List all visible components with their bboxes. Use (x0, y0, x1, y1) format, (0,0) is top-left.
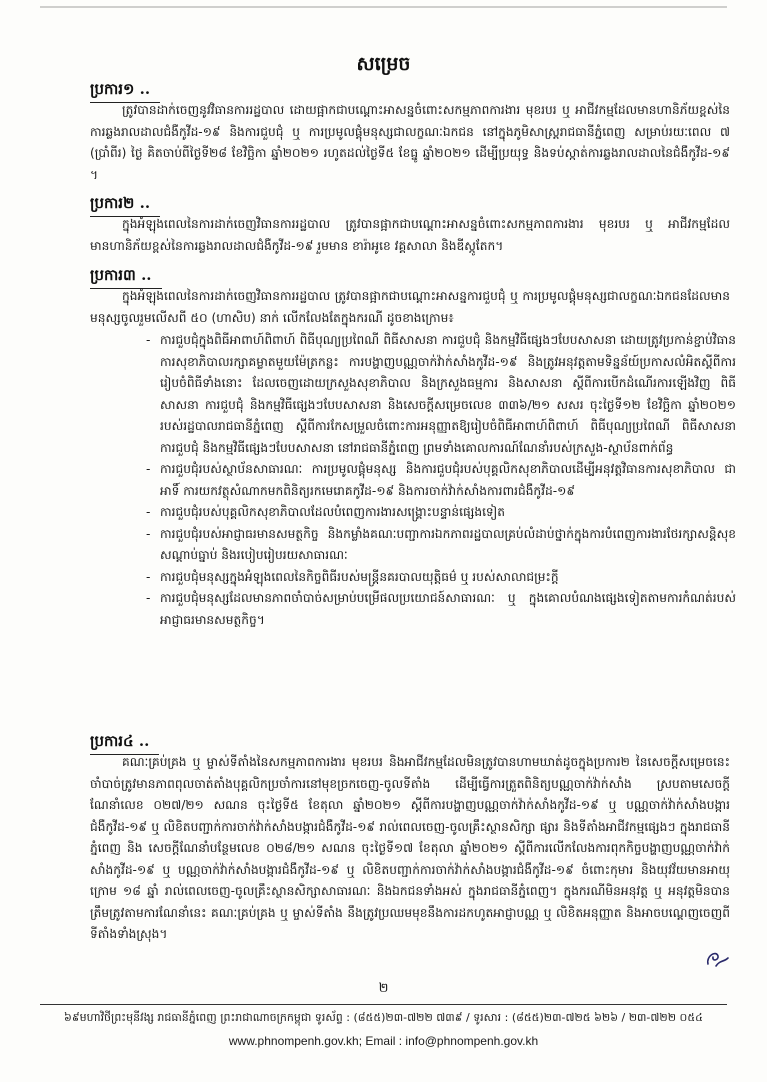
article-4-text: គណៈគ្រប់គ្រង ឬ ម្ចាស់ទីតាំងនៃសកម្មភាពការងារ មុខរបរ និងអាជីវកម្មដែលមិនត្រូវបានហាមឃាត់ដូចក្នុងប្រការ២ នៃសេចក្តីសម្រេចនេះ ចាំបាច់ត្រូវមានភាពពុលចាត់តាំងបុគ្គលិកប្រចាំការនៅមុខច្រកចេញ-ចូលទីតាំង ដើម្បីធ្វើការត្រួតពិនិត្យបណ្ណចាក់វ៉ាក់សាំង ស្របតាមសេចក្តីណែនាំលេខ ០២៧/២១ សណន ចុះថ្ងៃទី៥ ខែតុលា ឆ្នាំ២០២១ ស្តីពីការបង្ហាញបណ្ណចាក់វ៉ាក់សាំងកូវីដ-១៩ ឬ បណ្ណចាក់វ៉ាក់សាំងបង្ការជំងឺកូវីដ-១៩ ឬ លិខិតបញ្ជាក់ការចាក់វ៉ាក់សាំងបង្ការជំងឺកូវីដ-១៩ រាល់ពេលចេញ-ចូលគ្រឹះស្ថានសិក្សា ផ្សារ និងទីតាំងអាជីវកម្មផ្សេងៗ ក្នុងរាជធានីភ្នំពេញ និង សេចក្តីណែនាំបន្ថែមលេខ ០២៨/២១ សណន ចុះថ្ងៃទី១៧ ខែតុលា ឆ្នាំ២០២១ ស្តីពីការលើកលែងការពុកកិច្ចបង្ហាញបណ្ណចាក់វ៉ាក់សាំងកូវីដ-១៩ ឬ បណ្ណចាក់វ៉ាក់សាំងបង្ការជំងឺកូវីដ-១៩ ឬ លិខិតបញ្ជាក់ការចាក់វ៉ាក់សាំងបង្ការជំងឺកូវីដ-១៩ ចំពោះកុមារ និងយុវវ័យមានអាយុក្រោម ១៨ ឆ្នាំ រាល់ពេលចេញ-ចូលគ្រឹះស្ថានសិក្សាសាធារណៈ និងឯកជនទាំងអស់ ក្នុងរាជធានីភ្នំពេញ។ ក្នុងករណីមិនអនុវត្ត ឬ អនុវត្តមិនបានត្រឹមត្រូវតាមការណែនាំនេះ គណៈគ្រប់គ្រង ឬ ម្ចាស់ទីតាំង នឹងត្រូវប្រឈមមុខនឹងការដកហូតអាជ្ញាបណ្ណ ឬ លិខិតអនុញ្ញាត និងអាចបណ្តេញចេញពីទីតាំងទាំងស្រុង។ (90, 755, 730, 941)
list-item: - ការជួបជុំមនុស្សក្នុងអំឡុងពេលនៃកិច្ចពិធីរបស់មន្ត្រីនគរបាលយុត្តិធម៌ ឬ របស់សាលាជម្រះក្តី (146, 567, 736, 589)
initials-signature-icon (704, 948, 730, 970)
list-item: - ការជួបជុំរបស់អាជ្ញាធរមានសមត្ថកិច្ច និងកម្លាំងគណៈបញ្ជាការឯកភាពរដ្ឋបាលគ្រប់លំដាប់ថ្នាក់ក្នុងការបំពេញការងារថែរក្សាសន្តិសុខ សណ្តាប់ធ្នាប់ និងរបៀបរៀបរយសាធារណៈ (146, 524, 736, 567)
article-4-heading: ប្រការ៤ .. (90, 732, 149, 754)
list-item: - ការជួបជុំក្នុងពិធីអាពាហ៍ពិពាហ៍ ពិធីបុណ្យប្រពៃណី ពិធីសាសនា ការជួបជុំ និងកម្មវិធីផ្សេងៗបែបសាសនា ដោយត្រូវប្រកាន់ខ្ជាប់វិធានការសុខាភិបាលរក្សាគម្លាតមួយម៉ែត្រកន្លះ ការបង្ហាញបណ្ណចាក់វ៉ាក់សាំងកូវីដ-១៩ និងត្រូវអនុវត្តតាមទិន្នន័យ៍ប្រកាសលំអិតស្តីពីការរៀបចំពិធីទាំងនោះ ដែលចេញដោយក្រសួងសុខាភិបាល និងក្រសួងធម្មការ និងសាសនា ស្តីពីការបើកដំណើរការឡើងវិញ ពិធីសាសនា ការជួបជុំ និងកម្មវិធីផ្សេងៗបែបសាសនា និងសេចក្តីសម្រេចលេខ ៣៣៦/២១ សសរ ចុះថ្ងៃទី១២ ខែវិច្ឆិកា ឆ្នាំ២០២១ របស់រដ្ឋបាលរាជធានីភ្នំពេញ ស្តីពីការកែសម្រួលចំពោះការអនុញ្ញាតឱ្យរៀបចំពិធីអាពាហ៍ពិពាហ៍ ពិធីបុណ្យប្រពៃណី ពិធីសាសនា ការជួបជុំ និងកម្មវិធីផ្សេងៗបែបសាសនា នៅរាជធានីភ្នំពេញ ព្រមទាំងគោលការណ៍ណែនាំរបស់ក្រសួង-ស្ថាប័នពាក់ព័ន្ធ (146, 330, 736, 459)
list-item: - ការជួបជុំរបស់ស្ថាប័នសាធារណៈ ការប្រមូលផ្តុំមនុស្ស និងការជួបជុំរបស់បុគ្គលិកសុខាភិបាលដើម្បីអនុវត្តវិធានការសុខាភិបាល ជាអាទិ៍ ការយកវត្ថុសំណាកមកពិនិត្យរកមេរោគកូវីដ-១៩ និងការចាក់វ៉ាក់សាំងការពារជំងឺកូវីដ-១៩ (146, 459, 736, 502)
list-item: - ការជួបជុំមនុស្សដែលមានភាពចាំបាច់សម្រាប់បម្រើផលប្រយោជន៍សាធារណៈ ឬ ក្នុងគោលបំណងផ្សេងទៀតតាមការកំណត់របស់អាជ្ញាធរមានសមត្ថកិច្ច។ (146, 588, 736, 631)
article-3-text: ក្នុងអំឡុងពេលនៃការដាក់ចេញវិធានការរដ្ឋបាល ត្រូវបានផ្អាកជាបណ្តោះអាសន្នការជួបជុំ ឬ ការប្រមូលផ្តុំមនុស្សជាលក្ខណៈឯកជនដែលមានមនុស្សចូលរួមលើសពី ៥០ (ហាសិប) នាក់ លើកលែងតែក្នុងករណី ដូចខាងក្រោម៖ (90, 289, 730, 325)
page-number: ២ (378, 981, 389, 996)
article-3-exception-list (146, 330, 736, 631)
list-item: - ការជួបជុំរបស់បុគ្គលិកសុខាភិបាលដែលបំពេញការងារសង្គ្រោះបន្ទាន់ផ្សេងទៀត (146, 502, 736, 524)
article-2-text: ក្នុងអំឡុងពេលនៃការដាក់ចេញវិធានការរដ្ឋបាល ត្រូវបានផ្អាកជាបណ្តោះអាសន្នចំពោះសកម្មភាពការងារ មុខរបរ ឬ អាជីវកម្មដែលមានហានិភ័យខ្ពស់នៃការឆ្លងរាលដាលជំងឺកូវីដ-១៩ រួមមាន ខារ៉ាអូខេ វគ្គសាលា និងឌីស្កូតែក។ (90, 217, 730, 253)
document-title: សម្រេច (356, 53, 411, 75)
top-rule (40, 0, 727, 8)
article-3-heading: ប្រការ៣ .. (90, 266, 152, 288)
footer-rule (40, 1004, 727, 1005)
footer-contact: www.phnompenh.gov.kh; Email : info@phnompenh.gov.kh (228, 1034, 539, 1048)
article-2-heading: ប្រការ២ .. (90, 194, 150, 216)
footer-address: ៦៩មហាវិថីព្រះមុនីវង្ស រាជធានីភ្នំពេញ ព្រះរាជាណាចក្រកម្ពុជា ទូរស័ព្ទ : (៨៥៥)២៣-៧២២ ៧៣៩ / ទូរសារ : (៨៥៥)២៣-៧២៥ ៦២៦ / ២៣-៧២២ ០៥៤ (64, 1011, 703, 1024)
article-1-text: ត្រូវបានដាក់ចេញនូវវិធានការរដ្ឋបាល ដោយផ្អាកជាបណ្តោះអាសន្នចំពោះសកម្មភាពការងារ មុខរបរ ឬ អាជីវកម្មដែលមានហានិភ័យខ្ពស់នៃការឆ្លងរាលដាលជំងឺកូវីដ-១៩ និងការជួបជុំ ឬ ការប្រមូលផ្តុំមនុស្សជាលក្ខណៈឯកជន នៅក្នុងភូមិសាស្ត្ររាជធានីភ្នំពេញ សម្រាប់រយៈពេល ៧ (ប្រាំពីរ) ថ្ងៃ គិតចាប់ពីថ្ងៃទី២៨ ខែវិច្ឆិកា ឆ្នាំ២០២១ រហូតដល់ថ្ងៃទី៥ ខែធ្នូ ឆ្នាំ២០២១ ដើម្បីប្រយុទ្ធ និងទប់ស្កាត់ការឆ្លងរាលដាលនៃជំងឺកូវីដ-១៩ ។ (90, 103, 730, 182)
article-1-heading: ប្រការ១ .. (90, 80, 150, 102)
